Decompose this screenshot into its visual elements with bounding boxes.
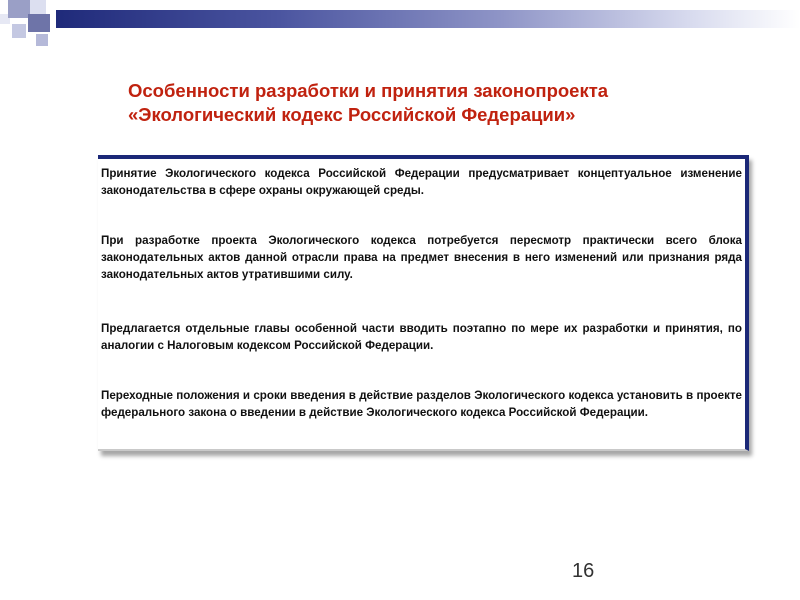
- decor-square: [28, 14, 50, 32]
- paragraph-1: Принятие Экологического кодекса Российской Федерации предусматривает концептуальное изменение законодательства в сфере охраны окружающей среды.: [101, 167, 742, 197]
- top-gradient-bar: [56, 10, 800, 28]
- page-number: 16: [572, 560, 595, 582]
- decor-square: [30, 0, 46, 14]
- decor-square: [36, 34, 48, 46]
- decor-square: [8, 0, 30, 18]
- paragraph-4: Переходные положения и сроки введения в действие разделов Экологического кодекса установить в проекте федерального закона о введении в действие Экологического кодекса Российской Федерации.: [101, 389, 742, 419]
- slide-title-line-2: «Экологический кодекс Российской Федерации»: [128, 104, 576, 125]
- decor-square: [12, 24, 26, 38]
- paragraph-2: При разработке проекта Экологического кодекса потребуется пересмотр практически всего блока законодательных актов данной отрасли права на предмет внесения в него изменений или признания ряда законодательных актов утратившими силу.: [101, 234, 742, 281]
- slide-title: [128, 79, 748, 127]
- content-panel: [98, 155, 749, 451]
- slide-title-line-1: Особенности разработки и принятия законопроекта: [128, 80, 609, 101]
- paragraph-3: Предлагается отдельные главы особенной части вводить поэтапно по мере их разработки и принятия, по аналогии с Налоговым кодексом Российской Федерации.: [101, 322, 742, 352]
